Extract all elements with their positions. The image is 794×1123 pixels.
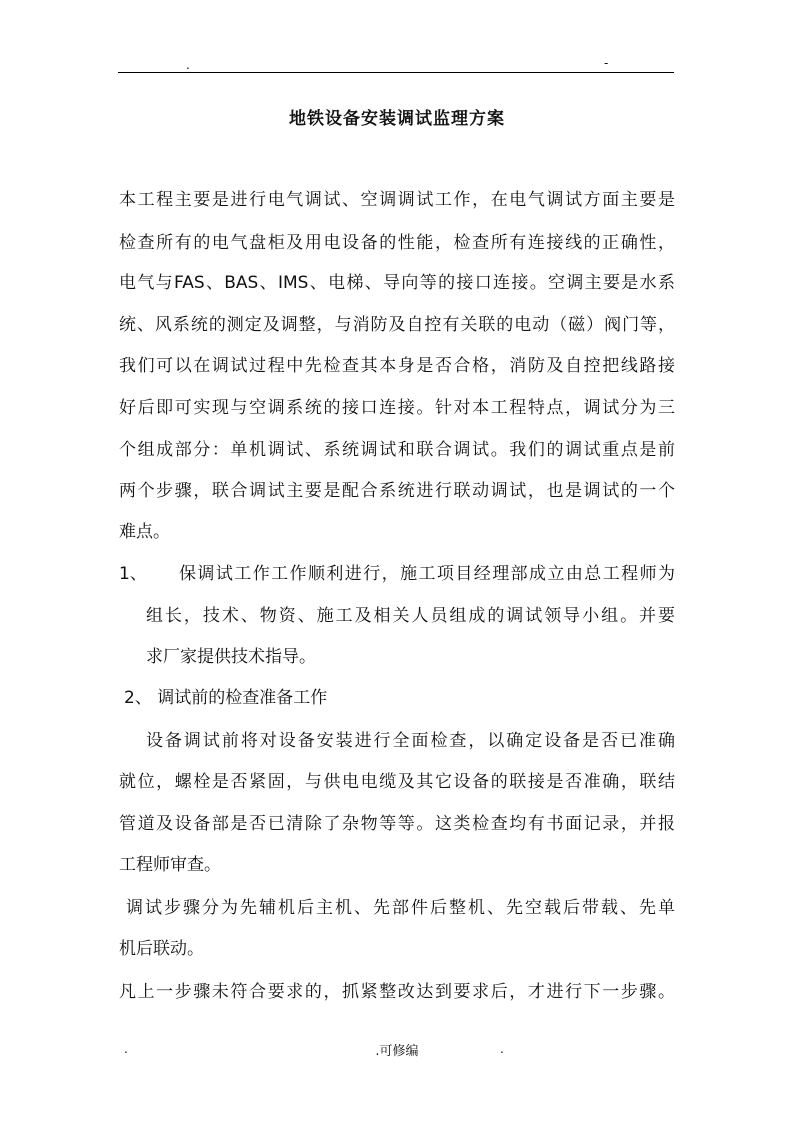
intro-line-5: 我们可以在调试过程中先检查其本身是否合格，消防及自控把线路接 bbox=[119, 356, 675, 376]
header-right-mark: - bbox=[604, 56, 609, 70]
item-2-heading: 2、 调试前的检查准备工作 bbox=[124, 688, 328, 708]
footer-text: .可修编 bbox=[375, 1044, 419, 1059]
item-1-line-1: 保调试工作工作顺利进行，施工项目经理部成立由总工程师为 bbox=[179, 564, 675, 584]
header-rule bbox=[118, 72, 674, 73]
step-line-1: 调试步骤分为先辅机后主机、先部件后整机、先空载后带载、先单 bbox=[126, 898, 675, 918]
intro-line-8: 两个步骤，联合调试主要是配合系统进行联动调试，也是调试的一个 bbox=[119, 481, 675, 501]
footer-left-mark: . bbox=[124, 1042, 128, 1056]
step-line-2: 机后联动。 bbox=[119, 939, 204, 959]
intro-line-4: 统、风系统的测定及调整，与消防及自控有关联的电动（磁）阀门等， bbox=[119, 315, 675, 335]
intro-line-7: 个组成部分：单机调试、系统调试和联合调试。我们的调试重点是前 bbox=[119, 440, 675, 460]
intro-line-3: 电气与FAS、BAS、IMS、电梯、导向等的接口连接。空调主要是水系 bbox=[119, 273, 675, 293]
intro-line-6: 好后即可实现与空调系统的接口连接。针对本工程特点，调试分为三 bbox=[119, 398, 675, 418]
document-title: 地铁设备安装调试监理方案 bbox=[289, 109, 505, 129]
check-line-1: 设备调试前将对设备安装进行全面检查，以确定设备是否已准确 bbox=[146, 731, 675, 751]
item-1-line-2: 组长，技术、物资、施工及相关人员组成的调试领导小组。并要 bbox=[146, 606, 675, 626]
intro-line-2: 检查所有的电气盘柜及用电设备的性能，检查所有连接线的正确性， bbox=[119, 233, 675, 253]
check-line-2: 就位，螺栓是否紧固，与供电电缆及其它设备的联接是否准确，联结 bbox=[119, 772, 675, 792]
intro-line-9: 难点。 bbox=[119, 522, 170, 542]
header-left-mark: . bbox=[186, 58, 190, 72]
final-line: 凡上一步骤未符合要求的，抓紧整改达到要求后，才进行下一步骤。 bbox=[119, 982, 675, 1002]
intro-line-1: 本工程主要是进行电气调试、空调调试工作，在电气调试方面主要是 bbox=[119, 190, 675, 210]
item-1-number: 1、 bbox=[119, 564, 147, 584]
footer-right-mark: . bbox=[500, 1042, 504, 1056]
check-line-3: 管道及设备部是否已清除了杂物等等。这类检查均有书面记录，并报 bbox=[119, 814, 675, 834]
check-line-4: 工程师审查。 bbox=[119, 855, 221, 875]
item-1-line-3: 求厂家提供技术指导。 bbox=[146, 647, 316, 667]
